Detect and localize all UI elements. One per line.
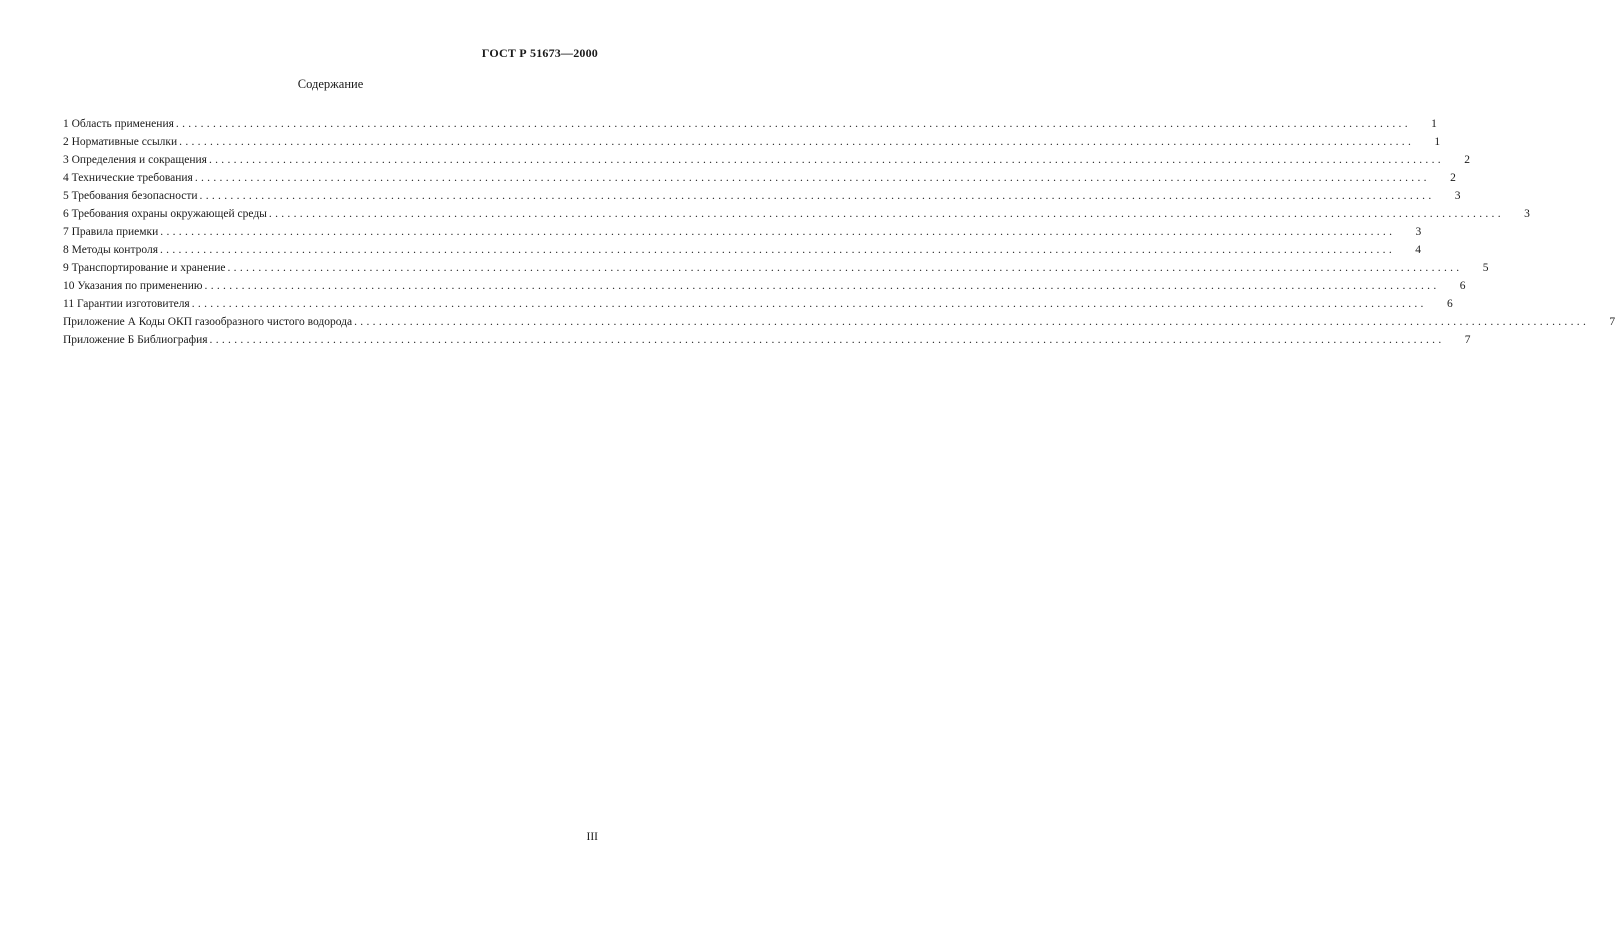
page-number: III [586,831,598,843]
toc-entry-label: 10 Указания по применению [63,280,203,292]
toc-entry-page: 6 [1446,298,1453,310]
toc-leader-dots: ........................................................................................................................................................................................................ [199,190,1435,202]
toc-entry-label: 5 Требования безопасности [63,190,198,202]
toc-entry-page: 2 [1450,172,1456,184]
toc-entry-page: 7 [1464,334,1471,346]
toc-entry-page: 3 [1524,208,1530,220]
toc-entry-page: 2 [1464,154,1470,166]
toc-entry[interactable] [63,223,1422,241]
toc-entry-label: 7 Правила приемки [63,226,159,238]
toc-leader-dots: ........................................................................................................................................................................................................ [175,118,1411,130]
toc-title: Содержание [297,77,364,91]
toc-entry-label: 8 Методы контроля [63,244,158,256]
toc-entry-label: 9 Транспортирование и хранение [63,262,226,274]
toc-entry[interactable] [63,151,1470,169]
toc-entry-label: 6 Требования охраны окружающей среды [63,208,267,220]
toc-entry[interactable] [63,187,1461,205]
toc-entry-page: 1 [1434,136,1441,148]
toc-leader-dots: ........................................................................................................................................................................................................ [208,154,1444,166]
toc-entry-label: Приложение Б Библиография [63,334,208,346]
toc-entry-page: 3 [1454,190,1461,202]
toc-entry-page: 4 [1415,244,1421,256]
toc-entry[interactable] [63,115,1437,133]
toc-leader-dots: ........................................................................................................................................................................................................ [194,172,1430,184]
toc-entry-page: 5 [1482,262,1489,274]
toc-entry-label: 1 Область применения [63,118,174,130]
toc-leader-dots: ........................................................................................................................................................................................................ [160,244,1395,256]
toc-entry-label: 2 Нормативные ссылки [63,136,178,148]
toc-leader-dots: ........................................................................................................................................................................................................ [354,316,1590,328]
toc-entry[interactable] [63,133,1441,151]
document-code: ГОСТ Р 51673—2000 [481,46,598,60]
toc-entry-label: 3 Определения и сокращения [63,154,207,166]
toc-entry[interactable] [63,241,1421,259]
toc-entry-page: 3 [1415,226,1422,238]
toc-leader-dots: ........................................................................................................................................................................................................ [227,262,1463,274]
toc-entry[interactable] [63,259,1489,277]
toc-leader-dots: ........................................................................................................................................................................................................ [160,226,1396,238]
toc-entry[interactable] [63,295,1453,313]
toc-leader-dots: ........................................................................................................................................................................................................ [191,298,1427,310]
toc-entry-page: 1 [1431,118,1437,130]
toc-entry[interactable] [63,331,1471,349]
toc-entry-label: Приложение А Коды ОКП газообразного чистого водорода [63,316,353,328]
toc-leader-dots: ........................................................................................................................................................................................................ [268,208,1504,220]
toc-leader-dots: ........................................................................................................................................................................................................ [204,280,1440,292]
toc-entry[interactable] [63,169,1456,187]
toc-leader-dots: ........................................................................................................................................................................................................ [179,136,1415,148]
toc-entry-label: 4 Технические требования [63,172,193,184]
toc-entry-page: 6 [1459,280,1466,292]
toc-entry[interactable] [63,313,1615,331]
toc-entry-label: 11 Гарантии изготовителя [63,298,190,310]
table-of-contents [63,115,1615,349]
toc-entry[interactable] [63,277,1466,295]
toc-entry[interactable] [63,205,1530,223]
toc-entry-page: 7 [1609,316,1615,328]
toc-leader-dots: ........................................................................................................................................................................................................ [209,334,1445,346]
